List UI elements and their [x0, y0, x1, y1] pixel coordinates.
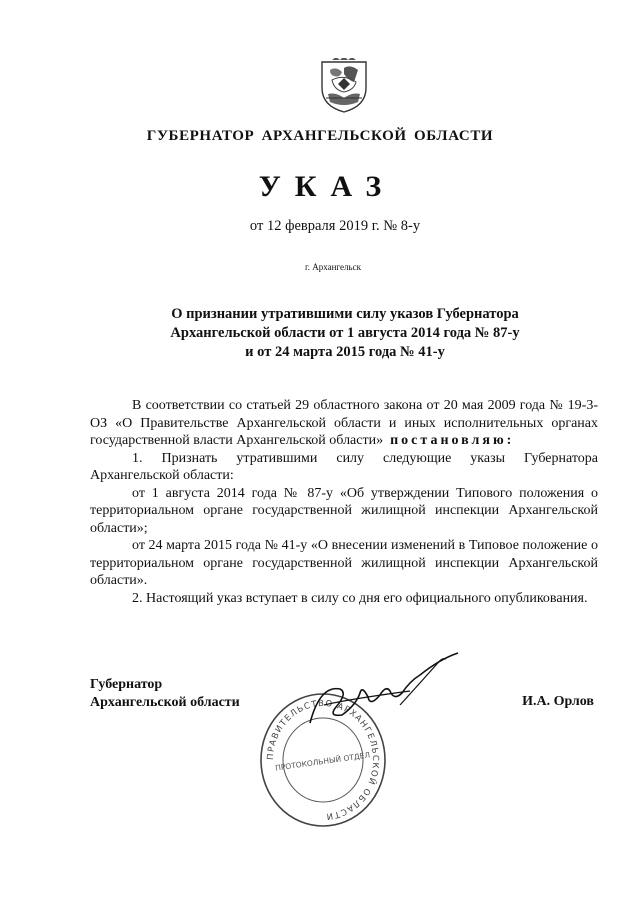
coat-of-arms-icon	[314, 58, 374, 114]
document-title	[80, 305, 610, 362]
document-place: г. Архангельск	[305, 262, 361, 272]
title-line: Архангельской области от 1 августа 2014 года № 87-у	[170, 325, 520, 341]
document-date-number: от 12 февраля 2019 г. № 8-у	[249, 218, 421, 234]
signatory-position	[90, 676, 240, 712]
resolution-word: постановляю:	[390, 433, 515, 448]
item-1b: от 24 марта 2015 года № 41-у «О внесении изменений в Типовое положение о территориальном органе государственной жилищной инспекции Архангельской области».	[90, 538, 598, 588]
intro-text: В соответствии со статьей 29 областного закона от 20 мая 2009 года № 19-3-ОЗ «О Правительстве Архангельской области и иных исполнительных органах государственной власти Архангельской области»	[90, 398, 598, 448]
title-line: и от 24 марта 2015 года № 41-у	[245, 344, 445, 360]
document-type: УКАЗ	[258, 170, 396, 203]
position-line: Архангельской области	[90, 695, 240, 710]
intro-paragraph	[90, 397, 598, 450]
stamp-inner-text: ПРОТОКОЛЬНЫЙ ОТДЕЛ	[274, 750, 371, 773]
item-2: 2. Настоящий указ вступает в силу со дня его официального опубликования.	[132, 590, 588, 606]
signatory-name: И.А. Орлов	[522, 694, 594, 709]
position-line: Губернатор	[90, 677, 163, 692]
handwritten-signature	[290, 645, 470, 735]
title-line: О признании утратившими силу указов Губернатора	[171, 306, 519, 322]
document-body	[90, 397, 598, 607]
item-1a: от 1 августа 2014 года № 87-у «Об утверждении Типового положения о территориальном органе государственной жилищной инспекции Архангельской области»;	[90, 485, 598, 536]
stamp-outer-text: ПРАВИТЕЛЬСТВО АРХАНГЕЛЬСКОЙ ОБЛАСТИ	[265, 698, 381, 822]
item-1: 1. Признать утратившими силу следующие указы Губернатора Архангельской области:	[90, 450, 598, 483]
issuing-authority: ГУБЕРНАТОР АРХАНГЕЛЬСКОЙ ОБЛАСТИ	[146, 128, 494, 144]
